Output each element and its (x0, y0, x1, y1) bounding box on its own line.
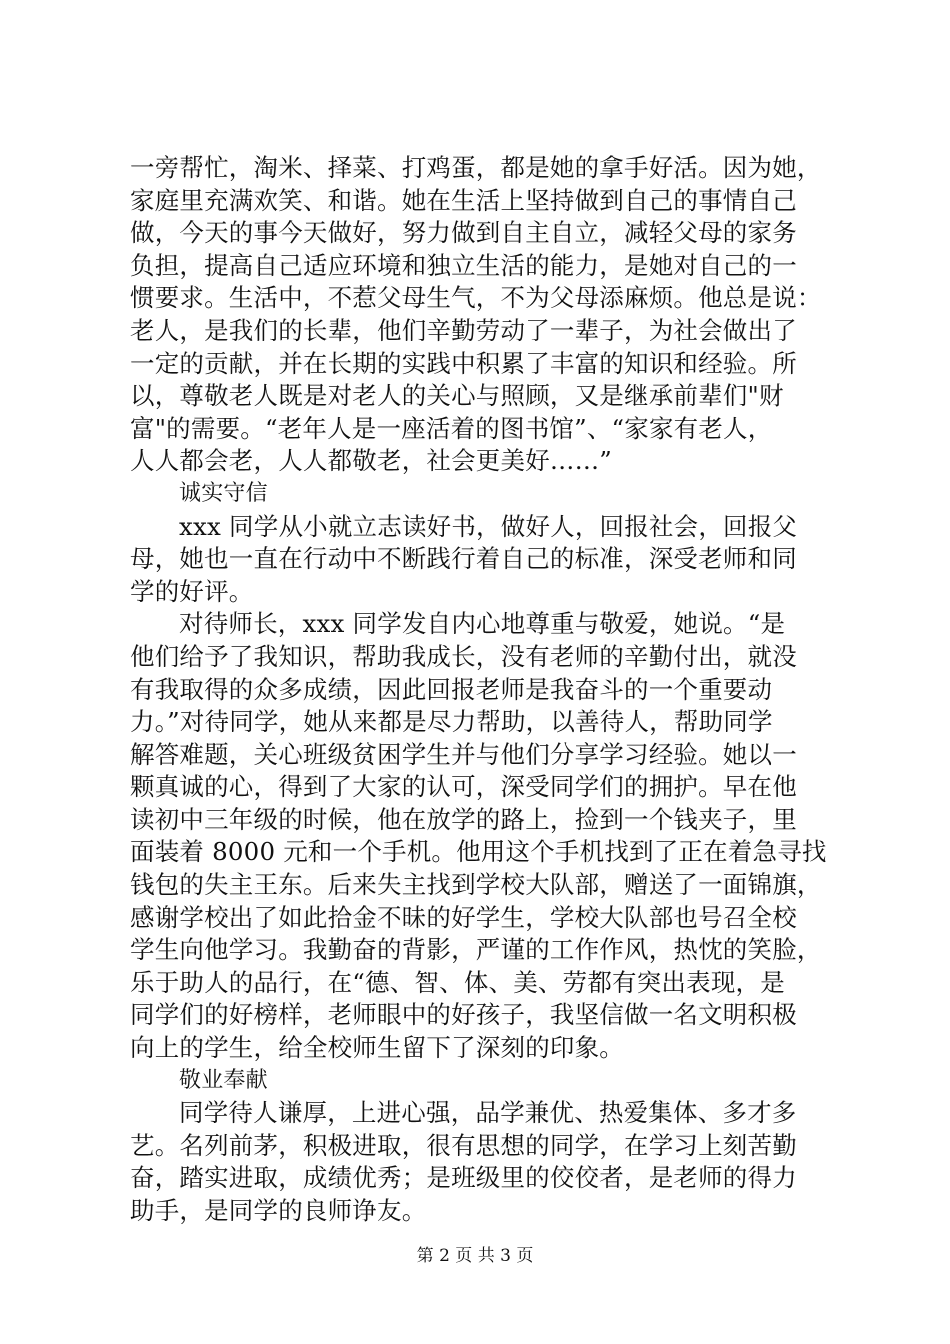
text-line: 助手，是同学的良师诤友。 (130, 1196, 427, 1225)
text-line: 读初中三年级的时候，他在放学的路上，捡到一个钱夹子，里 (130, 804, 797, 834)
text-line: 颗真诚的心，得到了大家的认可，深受同学们的拥护。早在他 (130, 772, 797, 802)
page-number-footer: 第 2 页 共 3 页 (416, 1246, 534, 1266)
text-line: 他们给予了我知识，帮助我成长，没有老师的辛勤付出，就没 (130, 641, 797, 671)
text-line: 一定的贡献，并在长期的实践中积累了丰富的知识和经验。所 (130, 348, 797, 378)
text-line: 有我取得的众多成绩，因此回报老师是我奋斗的一个重要动 (130, 674, 773, 704)
text-line: 面装着 8000 元和一个手机。他用这个手机找到了正在着急寻找 (130, 837, 827, 867)
paragraph-family-life (130, 152, 830, 478)
text-line: 人人都会老，人人都敬老，社会更美好……” (130, 446, 613, 476)
text-line: 家庭里充满欢笑、和谐。她在生活上坚持做到自己的事情自己 (130, 185, 797, 215)
text-line: 惯要求。生活中，不惹父母生气，不为父母添麻烦。他总是说： (130, 283, 822, 313)
paragraph-dedication (130, 1097, 830, 1227)
paragraph-honesty-intro (130, 511, 830, 609)
text-line: 老人，是我们的长辈，他们辛勤劳动了一辈子，为社会做出了 (130, 315, 797, 345)
section-heading-honesty: 诚实守信 (179, 480, 268, 506)
paragraph-respect-teachers (130, 608, 830, 1064)
text-line: 乐于助人的品行，在“德、智、体、美、劳都有突出表现，是 (130, 967, 785, 997)
text-line: 对待师长，xxx 同学发自内心地尊重与敬爱，她说。“是 (179, 609, 786, 639)
text-line: xxx 同学从小就立志读好书，做好人，回报社会，回报父 (179, 511, 798, 541)
text-line: 学生向他学习。我勤奋的背影，严谨的工作作风，热忱的笑脸， (130, 935, 822, 965)
text-line: 力。”对待同学，她从来都是尽力帮助，以善待人，帮助同学 (130, 707, 773, 737)
text-line: 同学们的好榜样，老师眼中的好孩子，我坚信做一名文明积极 (130, 1000, 797, 1030)
text-line: 做，今天的事今天做好，努力做到自主自立，减轻父母的家务 (130, 218, 797, 248)
document-body (130, 152, 830, 1228)
text-line: 负担，提高自己适应环境和独立生活的能力，是她对自己的一 (130, 250, 797, 280)
text-line: 学的好评。 (130, 576, 254, 606)
text-line: 同学待人谦厚，上进心强，品学兼优、热爱集体、多才多 (179, 1098, 797, 1128)
text-line: 解答难题，关心班级贫困学生并与他们分享学习经验。她以一 (130, 739, 797, 769)
text-line: 一旁帮忙，淘米、择菜、打鸡蛋，都是她的拿手好活。因为她， (130, 153, 822, 182)
text-line: 艺。名列前茅，积极进取，很有思想的同学，在学习上刻苦勤 (130, 1130, 797, 1160)
text-line: 向上的学生，给全校师生留下了深刻的印象。 (130, 1033, 624, 1063)
section-heading-dedication: 敬业奉献 (179, 1067, 268, 1093)
text-line: 感谢学校出了如此拾金不昧的好学生，学校大队部也号召全校 (130, 902, 797, 932)
text-line: 母，她也一直在行动中不断践行着自己的标准，深受老师和同 (130, 544, 797, 574)
text-line: 奋，踏实进取，成绩优秀；是班级里的佼佼者，是老师的得力 (130, 1163, 797, 1193)
text-line: 富"的需要。“老年人是一座活着的图书馆”、“家家有老人， (130, 413, 773, 443)
text-line: 以，尊敬老人既是对老人的关心与照顾，又是继承前辈们"财 (130, 381, 784, 411)
text-line: 钱包的失主王东。后来失主找到学校大队部，赠送了一面锦旗， (130, 870, 822, 900)
